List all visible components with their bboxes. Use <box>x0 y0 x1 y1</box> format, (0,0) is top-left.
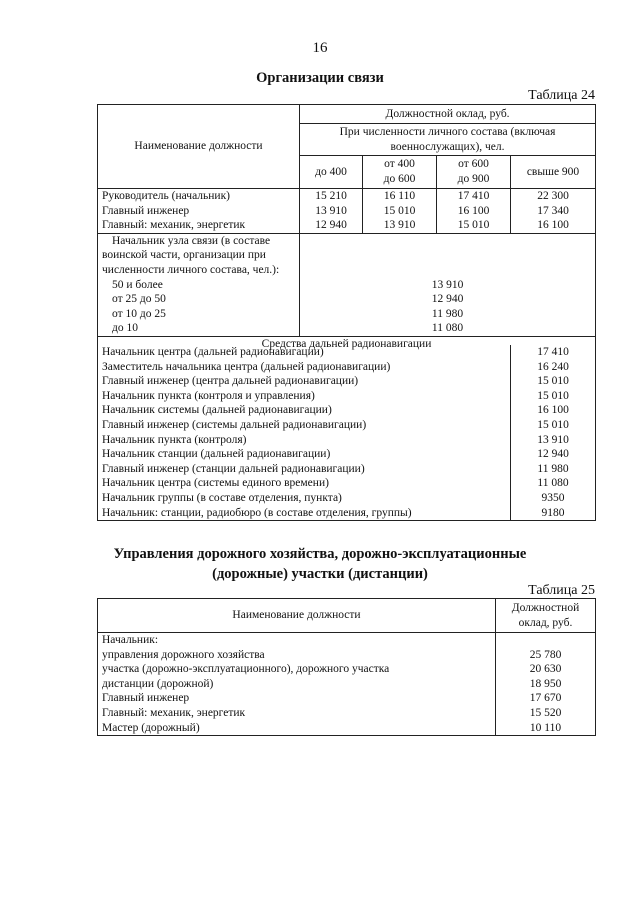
table-row: Руководитель (начальник) 15 210 16 110 17 410 22 300 <box>98 189 596 204</box>
page-number: 16 <box>312 40 328 56</box>
table-row: Начальник: станции, радиобюро (в составе отделения, группы) 9180 <box>98 506 596 521</box>
table-row: Главный: механик, энергетик 15 520 <box>98 706 596 721</box>
table-row: Начальник центра (дальней радионавигации) 17 410 <box>98 345 596 360</box>
table-label-24: Таблица 24 <box>528 88 595 103</box>
table-row: Начальник пункта (контроля и управления) 15 010 <box>98 389 596 404</box>
radio-section-title: Средства дальней радионавигации <box>98 336 596 351</box>
header-salary: Должностной оклад, руб. <box>300 105 596 124</box>
header-col-over-900: свыше 900 <box>511 156 596 189</box>
table-row: Начальник центра (системы единого времени) 11 080 <box>98 476 596 491</box>
table-row: управления дорожного хозяйства 25 780 <box>98 648 596 663</box>
table-row: Главный: механик, энергетик 12 940 13 910 15 010 16 100 <box>98 218 596 233</box>
table-row: 50 и более 13 910 <box>98 278 596 293</box>
table-row: Заместитель начальника центра (дальней радионавигации) 16 240 <box>98 360 596 375</box>
header-col-400-600: от 400 до 600 <box>363 156 437 189</box>
section-title-roads-2: (дорожные) участки (дистанции) <box>212 566 428 582</box>
table-row: от 25 до 50 12 940 <box>98 292 596 307</box>
section-title-roads-1: Управления дорожного хозяйства, дорожно-эксплуатационные <box>113 546 527 562</box>
header-salary-25: Должностной оклад, руб. <box>496 599 596 633</box>
table-row: Начальник системы (дальней радионавигации) 16 100 <box>98 403 596 418</box>
table-24: Наименование должности Должностной оклад, руб. При численности личного состава (включая военнослужащих), чел. до 400 от 400 до 600 от 600 до 900 свыше 900 Руководитель (начальник) 15 210 16 110 17 410 22 300 Главный инженер 13 910 15 010 16 100 17 340 Главный: механик, энергетик 12 940 13 910 15 010 16 100 Начальник узла связи (в составе воинской части, организации при численности личного состава, чел.): 50 и более 13 910 от 25 до 50 12 940 от 10 до 25 11 980 до 10 11 080 Средства дальней радионавигации <box>97 104 596 352</box>
hub-title: Начальник узла связи (в составе <box>98 233 300 248</box>
header-by-count: При численности личного состава (включая военнослужащих), чел. <box>300 124 596 156</box>
table-label-25: Таблица 25 <box>528 583 595 598</box>
table-24-radio <box>97 345 596 521</box>
table-row: до 10 11 080 <box>98 321 596 336</box>
table-row: участка (дорожно-эксплуатационного), дорожного участка 20 630 <box>98 662 596 677</box>
table-row: Главный инженер (системы дальней радионавигации) 15 010 <box>98 418 596 433</box>
table-row: Начальник группы (в составе отделения, пункта) 9350 <box>98 491 596 506</box>
table-row: Начальник: <box>98 633 596 648</box>
table-row: от 10 до 25 11 980 <box>98 307 596 322</box>
table-row: Начальник станции (дальней радионавигации) 12 940 <box>98 447 596 462</box>
table-25 <box>97 598 596 736</box>
table-row: Главный инженер 13 910 15 010 16 100 17 340 <box>98 204 596 219</box>
section-title-communications: Организации связи <box>256 70 384 86</box>
header-position-name-25: Наименование должности <box>98 599 496 633</box>
table-row: Главный инженер (станции дальней радионавигации) 11 980 <box>98 462 596 477</box>
table-row: Главный инженер 17 670 <box>98 691 596 706</box>
header-col-600-900: от 600 до 900 <box>437 156 511 189</box>
header-position-name: Наименование должности <box>98 105 300 189</box>
table-row: дистанции (дорожной) 18 950 <box>98 677 596 692</box>
header-col-up-to-400: до 400 <box>300 156 363 189</box>
table-row: Мастер (дорожный) 10 110 <box>98 721 596 736</box>
table-row: Главный инженер (центра дальней радионавигации) 15 010 <box>98 374 596 389</box>
table-row: Начальник пункта (контроля) 13 910 <box>98 433 596 448</box>
